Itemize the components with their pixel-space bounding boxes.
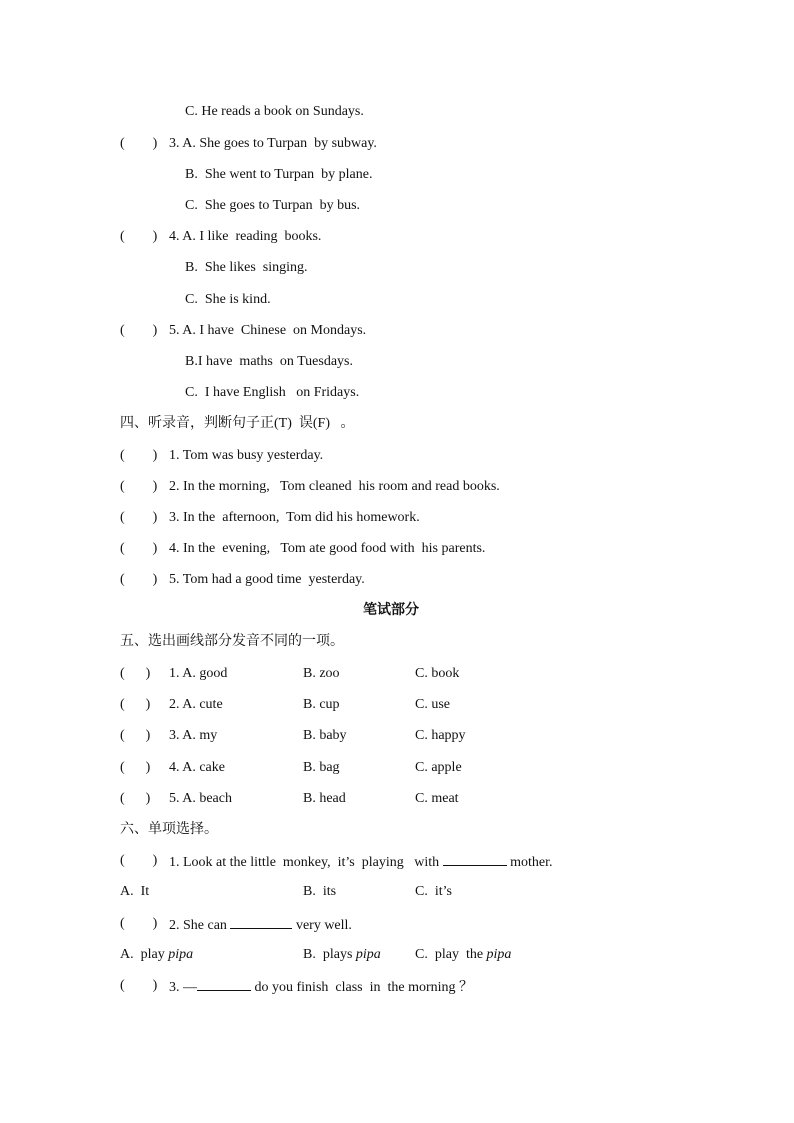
question-3-option-c: C. She goes to Turpan by bus. [185,198,361,213]
answer-paren[interactable]: ( ) [120,448,158,463]
question-3 [169,976,473,998]
q2-option-c: C. He reads a book on Sundays. [185,104,364,119]
statement-2: 2. In the morning, Tom cleaned his room and read books. [169,479,500,494]
option-a: 3. A. my [169,728,218,743]
option-b: B. baby [303,728,347,743]
option-a: 5. A. beach [169,791,232,806]
option-b: B. cup [303,697,340,712]
option-c-text: C. play the [415,947,487,962]
option-a: A. It [120,884,150,899]
fill-blank[interactable] [197,976,251,991]
option-a: 4. A. cake [169,760,225,775]
question-4-option-a: 4. A. I like reading books. [169,229,322,244]
section-5-heading: 五、选出画线部分发音不同的一项。 [120,634,344,649]
answer-paren[interactable]: ( ) [120,323,158,338]
question-2-stem: 2. She can [169,918,231,933]
answer-paren[interactable]: ( ) [120,978,158,993]
option-b-italic: pipa [355,947,381,962]
option-b: B. zoo [303,666,340,681]
answer-paren[interactable]: ( ) [120,541,158,556]
option-b: B. its [303,884,337,899]
answer-paren[interactable]: ( ) [120,791,151,806]
statement-3: 3. In the afternoon, Tom did his homework. [169,510,420,525]
question-1 [169,851,553,873]
answer-paren[interactable]: ( ) [120,666,151,681]
question-3-option-b: B. She went to Turpan by plane. [185,167,373,182]
answer-paren[interactable]: ( ) [120,479,158,494]
section-6-heading: 六、单项选择。 [120,822,218,837]
option-a-italic: pipa [168,947,194,962]
option-c: C. it’s [415,884,452,899]
option-b-text: B. plays [303,947,356,962]
question-4-option-b: B. She likes singing. [185,260,308,275]
answer-paren[interactable]: ( ) [120,760,151,775]
option-c: C. happy [415,728,466,743]
question-1-stem: 1. Look at the little monkey, it’s playing with [169,855,443,870]
answer-paren[interactable]: ( ) [120,853,158,868]
option-a [120,945,193,965]
section-4-heading: 四、听录音，判断句子正(T) 误(F) 。 [120,416,355,431]
question-5-option-b: B.I have maths on Tuesdays. [185,354,353,369]
option-a: 1. A. good [169,666,228,681]
option-c: C. meat [415,791,459,806]
answer-paren[interactable]: ( ) [120,697,151,712]
fill-blank[interactable] [443,851,507,866]
option-c-italic: pipa [486,947,512,962]
statement-1: 1. Tom was busy yesterday. [169,448,324,463]
statement-4: 4. In the evening, Tom ate good food with his parents. [169,541,486,556]
option-b [303,945,381,965]
answer-paren[interactable]: ( ) [120,136,158,151]
question-3-stem: 3. — [169,980,197,995]
answer-paren[interactable]: ( ) [120,572,158,587]
question-4-option-c: C. She is kind. [185,292,271,307]
fill-blank[interactable] [230,914,292,929]
option-a-text: A. play [120,947,169,962]
option-c: C. use [415,697,450,712]
option-a: 2. A. cute [169,697,223,712]
question-5-option-c: C. I have English on Fridays. [185,385,360,400]
option-c: C. book [415,666,460,681]
option-b: B. bag [303,760,340,775]
answer-paren[interactable]: ( ) [120,916,158,931]
question-1-tail: mother. [506,855,553,870]
question-2-tail: very well. [292,918,352,933]
question-2 [169,914,352,936]
question-3-option-a: 3. A. She goes to Turpan by subway. [169,136,377,151]
option-c [415,945,511,965]
answer-paren[interactable]: ( ) [120,728,151,743]
answer-paren[interactable]: ( ) [120,229,158,244]
option-c: C. apple [415,760,462,775]
question-3-tail: do you finish class in the morning ？ [251,980,474,995]
option-b: B. head [303,791,346,806]
question-5-option-a: 5. A. I have Chinese on Mondays. [169,323,367,338]
statement-5: 5. Tom had a good time yesterday. [169,572,365,587]
answer-paren[interactable]: ( ) [120,510,158,525]
written-part-title: 笔试部分 [363,603,419,618]
